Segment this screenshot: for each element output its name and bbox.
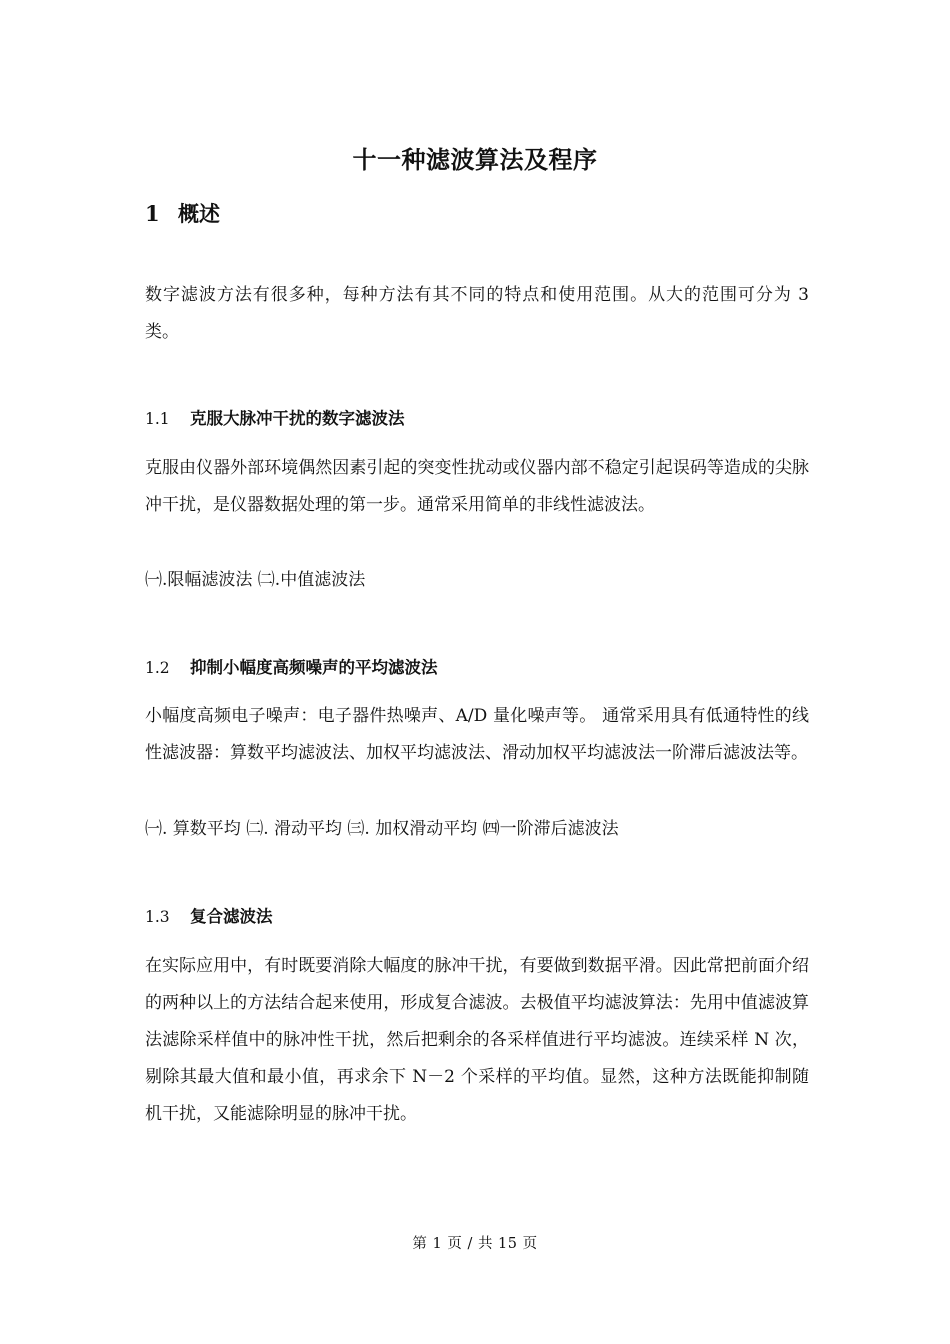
page-footer: 第 1 页 / 共 15 页 (412, 1236, 538, 1252)
section-1-2-body: 小幅度高频电子噪声：电子器件热噪声、A/D 量化噪声等。 通常采用具有低通特性的线性滤波器：算数平均滤波法、加权平均滤波法、滑动加权平均滤波法一阶滞后滤波法等。 (145, 706, 809, 763)
section-1-2-methods: ㈠. 算数平均 ㈡. 滑动平均 ㈢. 加权滑动平均 ㈣一阶滞后滤波法 (145, 819, 619, 839)
document-title: 十一种滤波算法及程序 (352, 145, 598, 174)
section-1-intro: 数字滤波方法有很多种，每种方法有其不同的特点和使用范围。从大的范围可分为 3 类。 (145, 285, 809, 342)
section-1-1-heading (145, 405, 405, 433)
section-1-2-title: 抑制小幅度高频噪声的平均滤波法 (190, 658, 438, 677)
section-1-1-title: 克服大脉冲干扰的数字滤波法 (190, 409, 405, 428)
section-1-1-body: 克服由仪器外部环境偶然因素引起的突变性扰动或仪器内部不稳定引起误码等造成的尖脉冲干扰，是仪器数据处理的第一步。通常采用简单的非线性滤波法。 (145, 458, 809, 515)
section-1-title: 概述 (178, 201, 220, 226)
section-1-1-methods: ㈠.限幅滤波法 ㈡.中值滤波法 (145, 570, 366, 590)
section-1-heading (145, 196, 220, 232)
section-1-1-number: 1.1 (145, 410, 170, 428)
section-1-2-number: 1.2 (145, 659, 170, 677)
section-1-2-heading (145, 654, 438, 682)
section-1-3-title: 复合滤波法 (190, 907, 273, 926)
section-1-number: 1 (145, 201, 160, 226)
section-1-3-number: 1.3 (145, 908, 170, 926)
section-1-3-heading (145, 903, 273, 931)
section-1-3-body: 在实际应用中，有时既要消除大幅度的脉冲干扰，有要做到数据平滑。因此常把前面介绍的两种以上的方法结合起来使用，形成复合滤波。去极值平均滤波算法：先用中值滤波算法滤除采样值中的脉冲性干扰，然后把剩余的各采样值进行平均滤波。连续采样 N 次，剔除其最大值和最小值，再求余下 N－2 个采样的平均值。显然，这种方法既能抑制随机干扰，又能滤除明显的脉冲干扰。 (145, 956, 809, 1124)
